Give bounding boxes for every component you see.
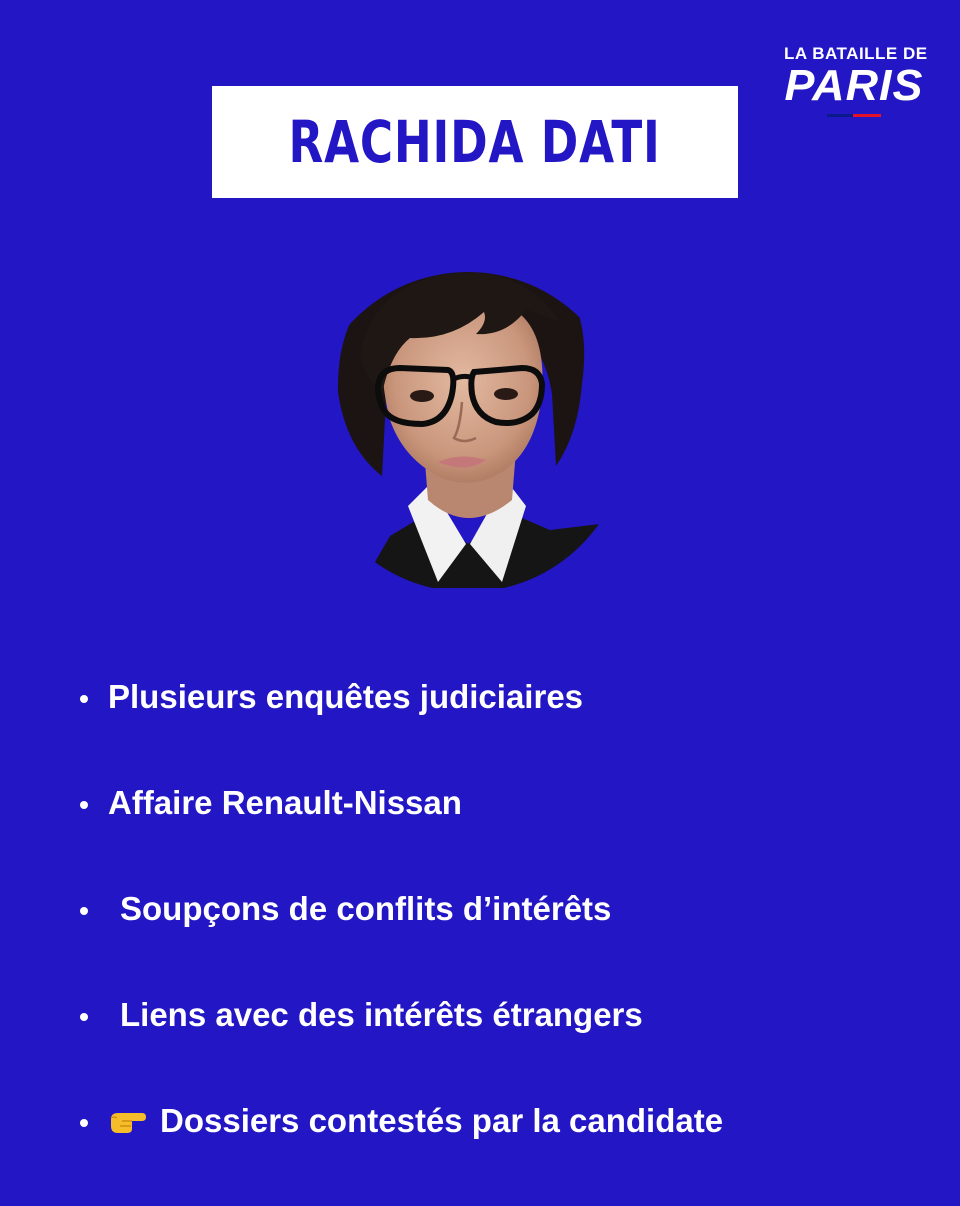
brand-logo bbox=[784, 44, 928, 117]
bullet-dot-icon bbox=[80, 1119, 88, 1127]
list-item bbox=[80, 782, 920, 824]
brand-top-line: LA BATAILLE DE bbox=[784, 44, 928, 63]
bullet-list bbox=[80, 676, 920, 1206]
list-item bbox=[80, 676, 920, 718]
list-item bbox=[80, 1100, 920, 1142]
bullet-dot-icon bbox=[80, 695, 88, 703]
list-item-text: Dossiers contestés par la candidate bbox=[160, 1102, 724, 1139]
list-item bbox=[80, 888, 920, 930]
list-item bbox=[80, 994, 920, 1036]
brand-flag-underline bbox=[784, 114, 924, 117]
pointing-hand-icon bbox=[108, 1107, 148, 1135]
bullet-dot-icon bbox=[80, 907, 88, 915]
portrait-illustration bbox=[320, 244, 616, 588]
flag-blue-stripe bbox=[827, 114, 853, 117]
list-item-text: Affaire Renault-Nissan bbox=[108, 784, 462, 821]
brand-main-line: PARIS bbox=[784, 61, 924, 110]
page-title: RACHIDA DATI bbox=[288, 108, 662, 176]
bullet-dot-icon bbox=[80, 1013, 88, 1021]
list-item-text: Soupçons de conflits d’intérêts bbox=[120, 890, 612, 927]
title-box bbox=[212, 86, 738, 198]
flag-red-stripe bbox=[853, 114, 881, 117]
list-item-text: Plusieurs enquêtes judiciaires bbox=[108, 678, 584, 715]
portrait-photo bbox=[320, 244, 616, 588]
bullet-dot-icon bbox=[80, 801, 88, 809]
list-item-text: Liens avec des intérêts étrangers bbox=[120, 996, 643, 1033]
